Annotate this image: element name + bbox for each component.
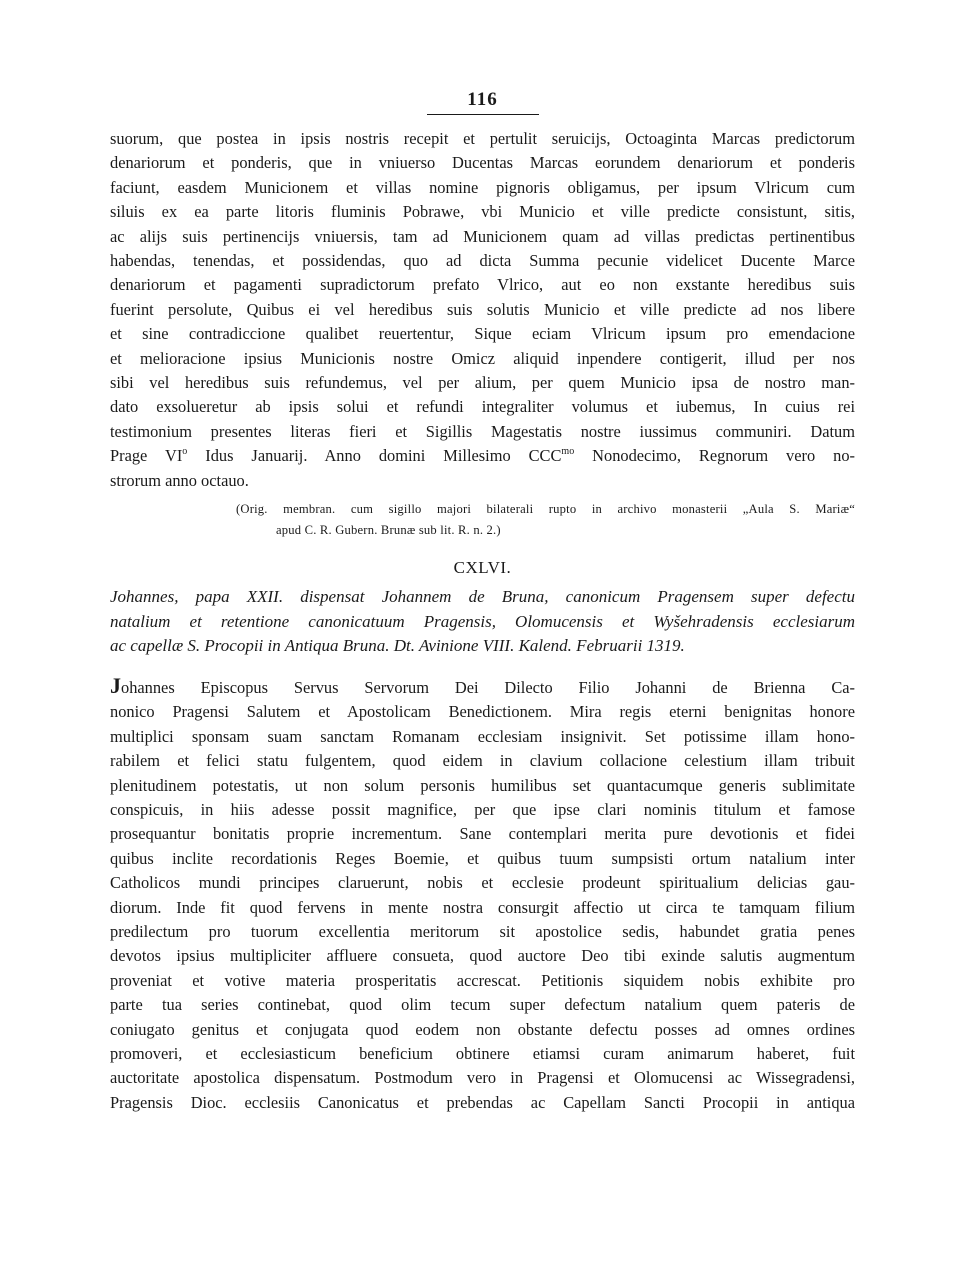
text-line: auctoritate apostolica dispensatum. Postmodum vero in Pragensi et Olomucensi ac Wissegradensi, — [110, 1068, 855, 1088]
text-line: ac alijs suis pertinencijs vniuersis, tam ad Municionem quam ad villas predictas pertinentibus — [110, 226, 855, 246]
date-line-middle: Idus Januarij. Anno domini Millesimo CCC — [187, 446, 562, 466]
text-line: et sine contradiccione qualibet reuertentur, Sique eciam Vlricum ipsum pro emendacione — [110, 324, 855, 344]
text-line: denariorum et ponderis, que in vniuerso Ducentas Marcas eorundem denariorum et ponderis — [110, 153, 855, 173]
text-line: devotos ipsius multipliciter affluere consueta, quod auctore Deo tibi exinde salutis augmentum — [110, 946, 855, 966]
document-body — [110, 674, 855, 1115]
text-line: prosequantur bonitatis proprie incrementum. Sane contemplari merita pure devotionis et fidei — [110, 824, 855, 844]
text-line: habendas, tenendas, et possidendas, quo ad dicta Summa pecunie videlicet Ducente Marce — [110, 251, 855, 271]
initial-letter: J — [110, 672, 121, 698]
text-line: proveniat et votive materia prosperitatis accrescat. Petitionis siquidem nobis exhibite pro — [110, 970, 855, 990]
regest-line: ac capellæ S. Procopii in Antiqua Bruna. Dt. Avinione VIII. Kalend. Februarii 1319. — [110, 636, 685, 656]
source-note — [110, 499, 855, 541]
text-line: nonico Pragensi Salutem et Apostolicam Benedictionem. Mira regis eterni benignitas honore — [110, 702, 855, 722]
text-line: diorum. Inde fit quod fervens in mente nostra consurgit affectio ut circa te tamquam filium — [110, 897, 855, 917]
text-line: denariorum et pagamenti supradictorum prefato Vlrico, aut eo non exstante heredibus suis — [110, 275, 855, 295]
text-line: conspicuis, in hiis adesse possit magnifice, per que ipse clari nominis titulum et famose — [110, 799, 855, 819]
page-number-rule — [427, 114, 539, 115]
text-line: quibus inclite recordationis Reges Boemie, et quibus tuum sumpsisti ortum natalium inter — [110, 848, 855, 868]
text-line: parte tua series continebat, quod olim tecum super defectum natalium quem pateris de — [110, 995, 855, 1015]
text-line: sibi vel heredibus suis refundemus, vel per alium, per quem Municio ipsa de nostro man- — [110, 373, 855, 393]
date-line-superscript: o — [182, 446, 188, 458]
document-regest — [110, 585, 855, 659]
previous-document-text — [110, 127, 855, 493]
text-line: Catholicos mundi principes claruerunt, nobis et ecclesie prodeunt spiritualium delicias gau- — [110, 873, 855, 893]
text-line: rabilem et felici statu fulgentem, quod eidem in clavium collacione celestium illam tribuit — [110, 751, 855, 771]
text-line: dato exsolueretur ab ipsis solui et refundi integraliter volumus et iubemus, In cuius rei — [110, 397, 855, 417]
regest-line: natalium et retentione canonicatuum Pragensis, Olomucensis et Wyšehradensis ecclesiarum — [110, 611, 855, 631]
text-line: et melioracione ipsius Municionis nostre Omicz aliquid inpendere contigerit, illud per nos — [110, 348, 855, 368]
text-line: multiplici sponsam suam sanctam Romanam ecclesiam insignivit. Set potissime illam hono- — [110, 726, 855, 746]
text-line: promoveri, et ecclesiasticum beneficium obtinere etiamsi curam animarum haberet, fuit — [110, 1043, 855, 1063]
date-line-superscript-2: mo — [561, 446, 575, 458]
regest-line: Johannes, papa XXII. dispensat Johannem de Bruna, canonicum Pragensem super defectu — [110, 587, 855, 607]
first-line — [110, 674, 855, 700]
text-line: plenitudinem potestatis, ut non solum personis humilibus set quantacumque generis sublimitate — [110, 775, 855, 795]
text-line: coniugato genitus et conjugata quod eodem non obstante defectu posses ad omnes ordines — [110, 1019, 855, 1039]
source-note-line: apud C. R. Gubern. Brunæ sub lit. R. n. 2.) — [276, 523, 501, 538]
date-line — [110, 444, 855, 468]
text-line: faciunt, easdem Municionem et villas nomine pignoris obligamus, per ipsum Vlricum cum — [110, 177, 855, 197]
text-line: fuerint persolute, Quibus ei vel heredibus suis solutis Municio et ville predicte ad nos libere — [110, 299, 855, 319]
page-number: 116 — [467, 89, 498, 110]
text-line: suorum, que postea in ipsis nostris recepit et pertulit seruicijs, Octoaginta Marcas predictorum — [110, 129, 855, 148]
document-number: CXLVI. — [453, 558, 512, 578]
text-line: siluis ex ea parte litoris fluminis Pobrawe, vbi Municio et ville predicte consistunt, sitis, — [110, 202, 855, 222]
first-line-text: ohannes Episcopus Servus Servorum Dei Dilecto Filio Johanni de Brienna Ca- — [121, 677, 855, 697]
text-line-final: strorum anno octauo. — [110, 470, 249, 490]
date-line-prefix: Prage VI — [110, 446, 183, 466]
book-page — [110, 88, 855, 1115]
source-note-line: (Orig. membran. cum sigillo majori bilaterali rupto in archivo monasterii „Aula S. Mariæ“ — [236, 502, 855, 517]
text-line: predilectum pro tuorum excellentia meritorum sit apostolice sedis, habundet gratia penes — [110, 921, 855, 941]
date-line-suffix: Nonodecimo, Regnorum vero no- — [574, 446, 855, 466]
text-line: Pragensis Dioc. ecclesiis Canonicatus et prebendas ac Capellam Sancti Procopii in antiqua — [110, 1092, 855, 1112]
text-line: testimonium presentes literas fieri et Sigillis Magestatis nostre iussimus communiri. Datum — [110, 421, 855, 441]
